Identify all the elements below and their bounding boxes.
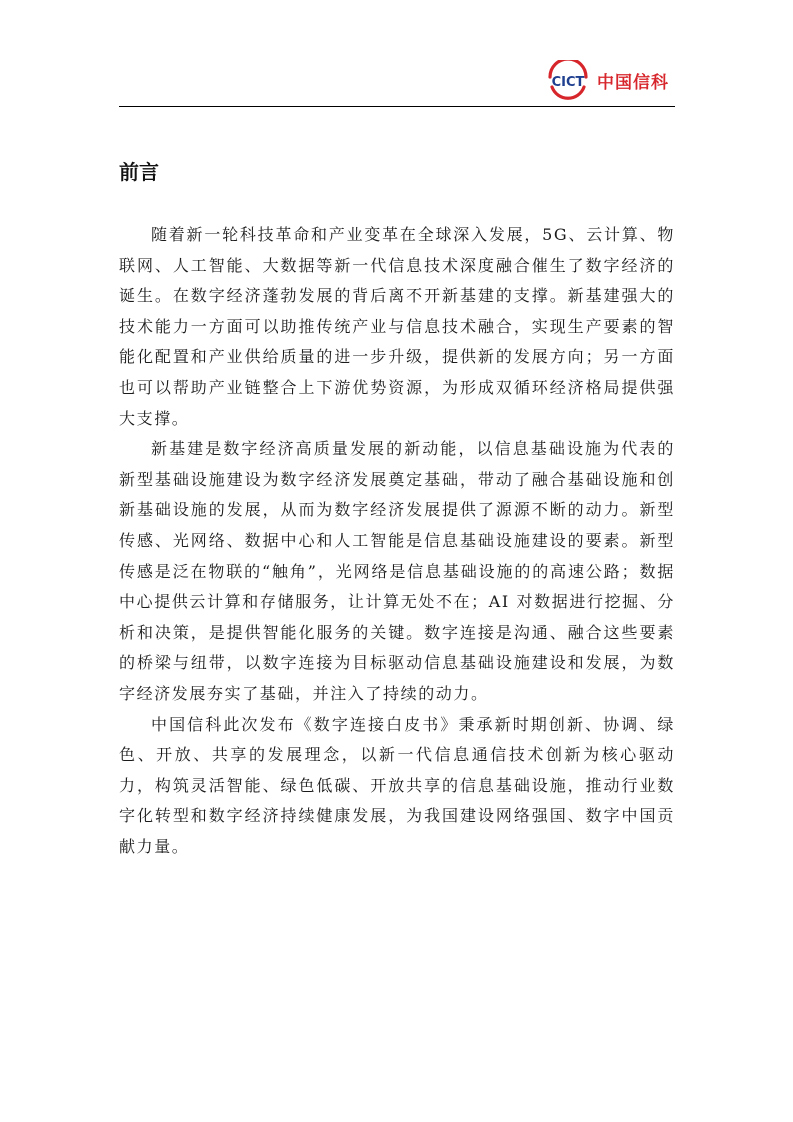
logo-mark-text: CICT xyxy=(551,75,585,90)
paragraph-1: 随着新一轮科技革命和产业变革在全球深入发展，5G、云计算、物联网、人工智能、大数据等新一代信息技术深度融合催生了数字经济的诞生。在数字经济蓬勃发展的背后离不开新基建的支撑。新基建强大的技术能力一方面可以助推传统产业与信息技术融合，实现生产要素的智能化配置和产业供给质量的进一步升级，提供新的发展方向；另一方面也可以帮助产业链整合上下游优势资源，为形成双循环经济格局提供强大支撑。 xyxy=(119,225,675,428)
body-text xyxy=(119,220,675,862)
paragraph-3: 中国信科此次发布《数字连接白皮书》秉承新时期创新、协调、绿色、开放、共享的发展理念，以新一代信息通信技术创新为核心驱动力，构筑灵活智能、绿色低碳、开放共享的信息基础设施，推动行业数字化转型和数字经济持续健康发展，为我国建设网络强国、数字中国贡献力量。 xyxy=(119,714,675,856)
paragraph-2: 新基建是数字经济高质量发展的新动能，以信息基础设施为代表的新型基础设施建设为数字经济发展奠定基础，带动了融合基础设施和创新基础设施的发展，从而为数字经济发展提供了源源不断的动力。新型传感、光网络、数据中心和人工智能是信息基础设施建设的要素。新型传感是泛在物联的“触角”，光网络是信息基础设施的的高速公路；数据中心提供云计算和存储服务，让计算无处不在；AI 对数据进行挖掘、分析和决策，是提供智能化服务的关键。数字连接是沟通、融合这些要素的桥梁与纽带，以数字连接为目标驱动信息基础设施建设和发展，为数字经济发展夯实了基础，并注入了持续的动力。 xyxy=(119,439,675,703)
cict-logo-icon xyxy=(545,60,591,100)
logo-text: 中国信科 xyxy=(597,72,669,93)
page-header xyxy=(119,58,675,106)
section-title: 前言 xyxy=(119,160,159,184)
cict-logo xyxy=(545,60,669,100)
header-divider xyxy=(119,106,675,107)
